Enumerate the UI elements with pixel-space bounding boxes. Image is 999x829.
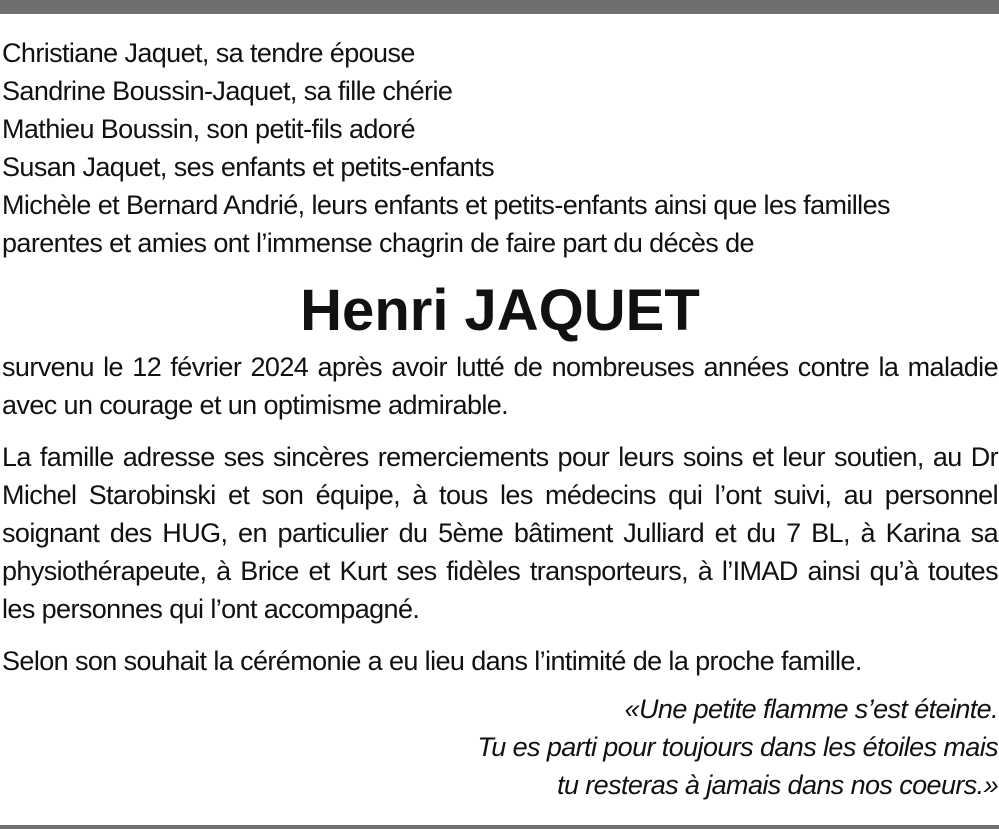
thanks-paragraph: La famille adresse ses sincères remerciements pour leurs soins et leur soutien, au Dr Michel Starobinski et son équipe, à tous les médecins qui l’ont suivi, au personnel soignant des HUG, en particulier du 5ème bâtiment Julliard et du 7 BL, à Karina sa physiothérapeute, à Brice et Kurt ses fidèles transporteurs, à l’IMAD ainsi qu’à toutes les personnes qui l’ont accompagné. (2, 442, 998, 624)
death-notice-paragraph: survenu le 12 février 2024 après avoir lutté de nombreuses années contre la maladie avec un courage et un optimisme admirable. (2, 352, 998, 420)
top-divider-rule (0, 0, 999, 14)
family-line-daughter: Sandrine Boussin-Jaquet, sa fille chérie (2, 76, 453, 106)
quote-line-3: tu resteras à jamais dans nos coeurs.» (557, 770, 998, 800)
quote-line-1: «Une petite flamme s’est éteinte. (624, 694, 998, 724)
family-line-announcement: parentes et amies ont l’immense chagrin de faire part du décès de (2, 228, 754, 258)
deceased-name: Henri JAQUET (300, 278, 700, 343)
obituary-notice (2, 34, 998, 804)
family-line-spouse: Christiane Jaquet, sa tendre épouse (2, 38, 415, 68)
ceremony-paragraph: Selon son souhait la cérémonie a eu lieu dans l’intimité de la proche famille. (2, 646, 862, 676)
family-line-susan: Susan Jaquet, ses enfants et petits-enfants (2, 152, 495, 182)
closing-quote (2, 690, 998, 804)
family-line-grandson: Mathieu Boussin, son petit-fils adoré (2, 114, 416, 144)
quote-line-2: Tu es parti pour toujours dans les étoiles mais (477, 732, 998, 762)
bottom-divider-rule (0, 825, 999, 829)
family-line-andrie: Michèle et Bernard Andrié, leurs enfants et petits-enfants ainsi que les familles (2, 190, 890, 220)
